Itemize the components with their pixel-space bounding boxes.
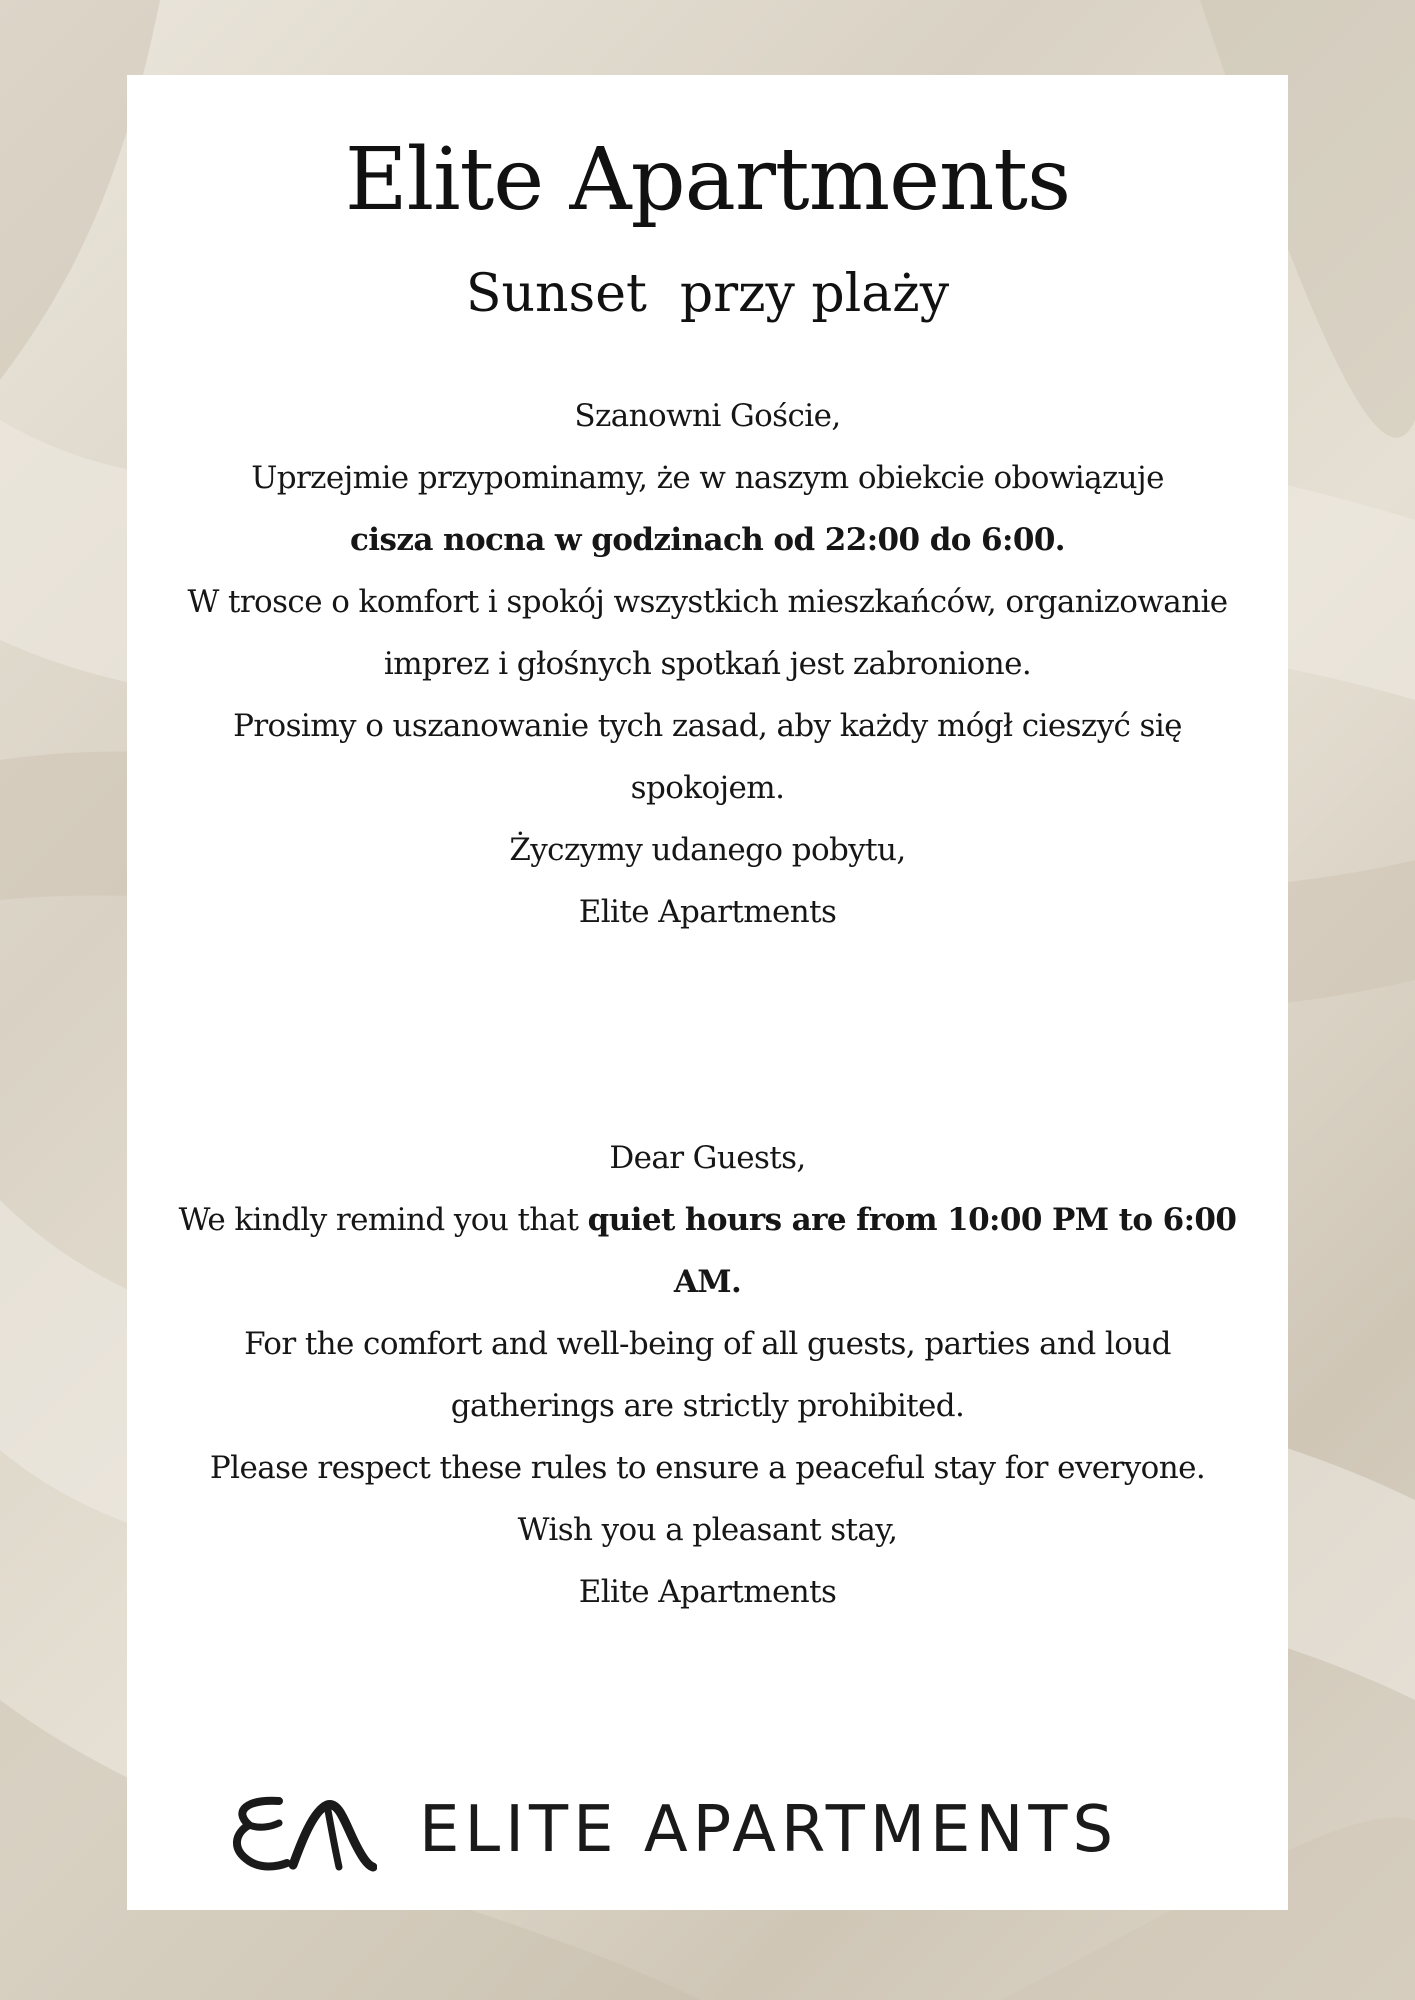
polish-quiet-hours: cisza nocna w godzinach od 22:00 do 6:00.	[350, 522, 1065, 558]
english-line-1: We kindly remind you that	[178, 1202, 588, 1238]
polish-closing: Życzymy udanego pobytu,	[509, 832, 906, 868]
polish-signature: Elite Apartments	[578, 894, 837, 930]
english-closing: Wish you a pleasant stay,	[517, 1512, 898, 1548]
english-quiet-hours: quiet hours are from 10:00 PM to 6:00 AM.	[587, 1202, 1237, 1300]
brand-logo	[227, 1785, 1227, 1875]
polish-paragraph-1	[167, 447, 1248, 571]
page-subtitle: Sunset przy plaży	[465, 264, 950, 324]
english-notice	[167, 1127, 1248, 1623]
polish-paragraph-2: W trosce o komfort i spokój wszystkich mieszkańców, organizowanie imprez i głośnych spotkań jest zabronione.	[187, 584, 1228, 682]
polish-greeting: Szanowni Goście,	[574, 398, 841, 434]
english-greeting: Dear Guests,	[609, 1140, 806, 1176]
logo-wordmark: ELITE APARTMENTS	[419, 1793, 1119, 1867]
polish-paragraph-3: Prosimy o uszanowanie tych zasad, aby każdy mógł cieszyć się spokojem.	[233, 708, 1182, 806]
english-paragraph-2: For the comfort and well-being of all guests, parties and loud gatherings are strictly prohibited.	[244, 1326, 1171, 1424]
polish-line-1: Uprzejmie przypominamy, że w naszym obiekcie obowiązuje	[251, 460, 1164, 496]
page-title: Elite Apartments	[344, 130, 1071, 230]
elite-logo-icon	[227, 1793, 377, 1873]
english-paragraph-1	[167, 1189, 1248, 1313]
english-signature: Elite Apartments	[578, 1574, 837, 1610]
english-paragraph-3: Please respect these rules to ensure a peaceful stay for everyone.	[209, 1450, 1206, 1486]
polish-notice	[167, 385, 1248, 943]
notice-card	[127, 75, 1288, 1910]
